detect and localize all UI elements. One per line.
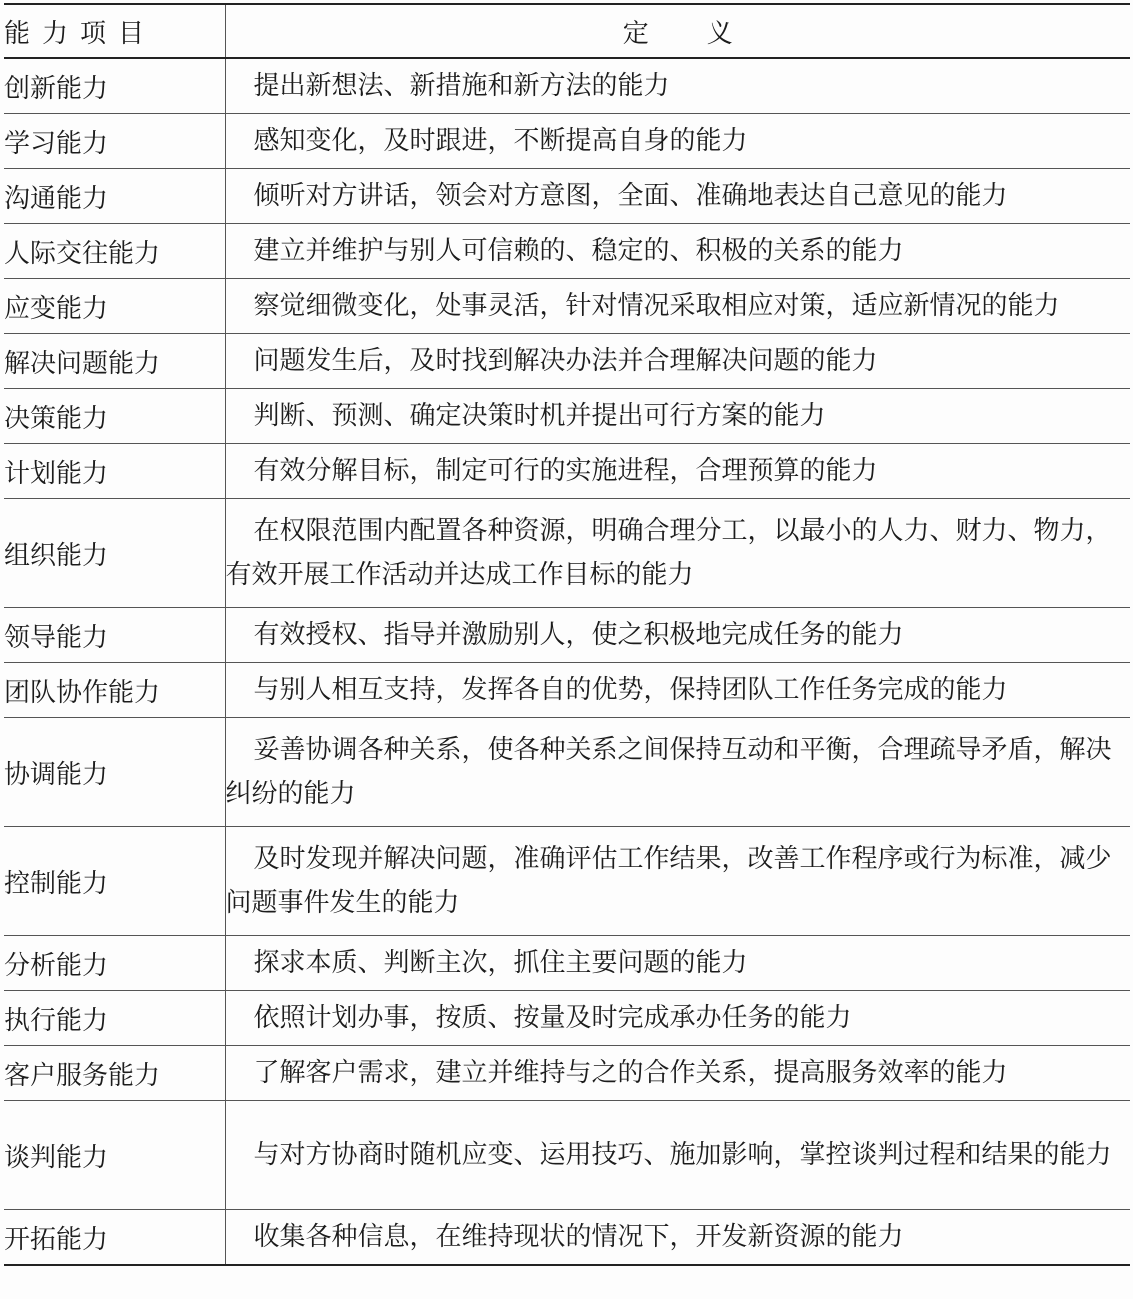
table-row bbox=[4, 936, 1130, 991]
table-row bbox=[4, 499, 1130, 608]
ability-name: 人际交往能力 bbox=[4, 224, 225, 279]
table-row bbox=[4, 991, 1130, 1046]
ability-definition: 依照计划办事，按质、按量及时完成承办任务的能力 bbox=[225, 991, 1130, 1046]
table-row bbox=[4, 279, 1130, 334]
ability-name: 谈判能力 bbox=[4, 1101, 225, 1210]
table-row bbox=[4, 608, 1130, 663]
table-row bbox=[4, 444, 1130, 499]
ability-name: 执行能力 bbox=[4, 991, 225, 1046]
table-row bbox=[4, 224, 1130, 279]
ability-definition: 建立并维护与别人可信赖的、稳定的、积极的关系的能力 bbox=[225, 224, 1130, 279]
ability-name: 学习能力 bbox=[4, 114, 225, 169]
ability-definition: 判断、预测、确定决策时机并提出可行方案的能力 bbox=[225, 389, 1130, 444]
ability-definition: 倾听对方讲话，领会对方意图，全面、准确地表达自己意见的能力 bbox=[225, 169, 1130, 224]
table-row bbox=[4, 827, 1130, 936]
table-row bbox=[4, 1046, 1130, 1101]
table-row bbox=[4, 663, 1130, 718]
ability-name: 决策能力 bbox=[4, 389, 225, 444]
header-definition-right: 义 bbox=[706, 18, 733, 49]
ability-name: 开拓能力 bbox=[4, 1210, 225, 1266]
table-row bbox=[4, 169, 1130, 224]
ability-definition: 提出新想法、新措施和新方法的能力 bbox=[225, 58, 1130, 114]
ability-definition: 探求本质、判断主次，抓住主要问题的能力 bbox=[225, 936, 1130, 991]
table-row bbox=[4, 718, 1130, 827]
ability-definition: 察觉细微变化，处事灵活，针对情况采取相应对策，适应新情况的能力 bbox=[225, 279, 1130, 334]
table-row bbox=[4, 389, 1130, 444]
header-definition-left: 定 bbox=[622, 18, 649, 49]
table-row bbox=[4, 1101, 1130, 1210]
ability-name: 控制能力 bbox=[4, 827, 225, 936]
ability-definition: 问题发生后，及时找到解决办法并合理解决问题的能力 bbox=[225, 334, 1130, 389]
ability-name: 分析能力 bbox=[4, 936, 225, 991]
ability-name: 团队协作能力 bbox=[4, 663, 225, 718]
ability-definition: 有效分解目标，制定可行的实施进程，合理预算的能力 bbox=[225, 444, 1130, 499]
ability-definition: 与别人相互支持，发挥各自的优势，保持团队工作任务完成的能力 bbox=[225, 663, 1130, 718]
table-header-row bbox=[4, 4, 1130, 58]
table-row bbox=[4, 1210, 1130, 1266]
ability-name: 创新能力 bbox=[4, 58, 225, 114]
header-ability-item: 能力项目 bbox=[4, 4, 225, 58]
header-definition bbox=[225, 4, 1130, 58]
ability-name: 应变能力 bbox=[4, 279, 225, 334]
ability-definition: 感知变化，及时跟进，不断提高自身的能力 bbox=[225, 114, 1130, 169]
ability-name: 解决问题能力 bbox=[4, 334, 225, 389]
ability-definition-table bbox=[4, 3, 1130, 1266]
ability-name: 计划能力 bbox=[4, 444, 225, 499]
table-row bbox=[4, 58, 1130, 114]
ability-name: 客户服务能力 bbox=[4, 1046, 225, 1101]
ability-definition: 与对方协商时随机应变、运用技巧、施加影响，掌控谈判过程和结果的能力 bbox=[225, 1101, 1130, 1210]
table-row bbox=[4, 114, 1130, 169]
ability-definition: 了解客户需求，建立并维持与之的合作关系，提高服务效率的能力 bbox=[225, 1046, 1130, 1101]
ability-definition: 收集各种信息，在维持现状的情况下，开发新资源的能力 bbox=[225, 1210, 1130, 1266]
table-row bbox=[4, 334, 1130, 389]
ability-definition: 及时发现并解决问题，准确评估工作结果，改善工作程序或行为标准，减少问题事件发生的能力 bbox=[225, 827, 1130, 936]
ability-definition: 在权限范围内配置各种资源，明确合理分工，以最小的人力、财力、物力，有效开展工作活动并达成工作目标的能力 bbox=[225, 499, 1130, 608]
ability-definition: 有效授权、指导并激励别人，使之积极地完成任务的能力 bbox=[225, 608, 1130, 663]
ability-name: 沟通能力 bbox=[4, 169, 225, 224]
ability-definition: 妥善协调各种关系，使各种关系之间保持互动和平衡，合理疏导矛盾，解决纠纷的能力 bbox=[225, 718, 1130, 827]
ability-name: 领导能力 bbox=[4, 608, 225, 663]
ability-name: 协调能力 bbox=[4, 718, 225, 827]
ability-name: 组织能力 bbox=[4, 499, 225, 608]
